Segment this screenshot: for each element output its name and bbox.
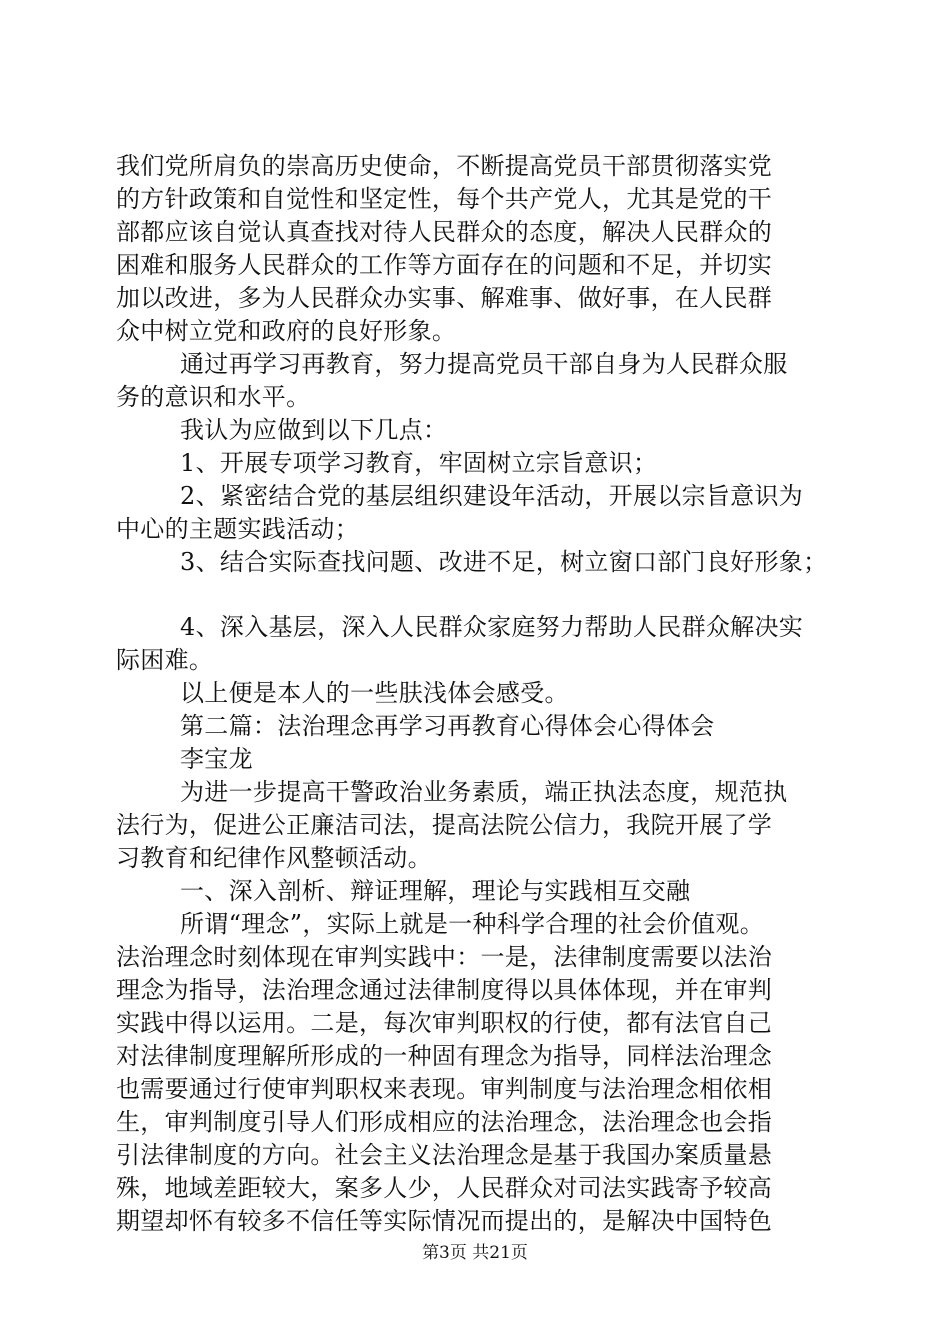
text-line: 际困难。 [116,646,214,674]
list-item: 4、深入基层，深入人民群众家庭努力帮助人民群众解决实 [180,613,804,641]
section-heading: 一、深入剖析、辩证理解，理论与实践相互交融 [180,877,691,905]
document-body [116,150,838,1238]
text-line: 众中树立党和政府的良好形象。 [116,317,457,345]
page-indicator: 第3页 共21页 [422,1243,528,1263]
text-line: 中心的主题实践活动； [116,515,359,543]
text-line: 也需要通过行使审判职权来表现。审判制度与法治理念相依相 [116,1075,773,1103]
text-line: 我认为应做到以下几点： [180,416,448,444]
text-line: 对法律制度理解所形成的一种固有理念为指导，同样法治理念 [116,1042,773,1070]
text-line: 生，审判制度引导人们形成相应的法治理念，法治理念也会指 [116,1108,773,1136]
text-line: 困难和服务人民群众的工作等方面存在的问题和不足，并切实 [116,251,773,279]
text-line: 引法律制度的方向。社会主义法治理念是基于我国办案质量悬 [116,1141,773,1169]
text-line: 通过再学习再教育，努力提高党员干部自身为人民群众服 [180,350,788,378]
text-line: 务的意识和水平。 [116,383,311,411]
text-line: 以上便是本人的一些肤浅体会感受。 [180,679,569,707]
page-footer [0,1242,950,1264]
text-line: 我们党所肩负的崇高历史使命，不断提高党员干部贯彻落实党 [116,152,773,180]
list-item: 2、紧密结合党的基层组织建设年活动，开展以宗旨意识为 [180,482,804,510]
text-line: 殊，地域差距较大，案多人少，人民群众对司法实践寄予较高 [116,1174,773,1202]
text-line: 的方针政策和自觉性和坚定性，每个共产党人，尤其是党的干 [116,185,773,213]
text-line: 所谓“理念”，实际上就是一种科学合理的社会价值观。 [180,910,765,938]
list-item: 3、结合实际查找问题、改进不足，树立窗口部门良好形象； [180,548,828,576]
text-line: 加以改进，多为人民群众办实事、解难事、做好事，在人民群 [116,284,773,312]
author-name: 李宝龙 [180,745,253,773]
text-line: 部都应该自觉认真查找对待人民群众的态度，解决人民群众的 [116,218,773,246]
section-title: 第二篇：法治理念再学习再教育心得体会心得体会 [180,712,715,740]
text-line: 习教育和纪律作风整顿活动。 [116,844,432,872]
text-line: 实践中得以运用。二是，每次审判职权的行使，都有法官自己 [116,1009,773,1037]
text-line: 理念为指导，法治理念通过法律制度得以具体体现，并在审判 [116,976,773,1004]
text-line: 期望却怀有较多不信任等实际情况而提出的，是解决中国特色 [116,1207,773,1235]
list-item: 1、开展专项学习教育，牢固树立宗旨意识； [180,449,658,477]
text-line: 法治理念时刻体现在审判实践中：一是，法律制度需要以法治 [116,943,773,971]
blank-line [116,579,838,611]
text-line: 法行为，促进公正廉洁司法，提高法院公信力，我院开展了学 [116,811,773,839]
text-line: 为进一步提高干警政治业务素质，端正执法态度，规范执 [180,778,788,806]
